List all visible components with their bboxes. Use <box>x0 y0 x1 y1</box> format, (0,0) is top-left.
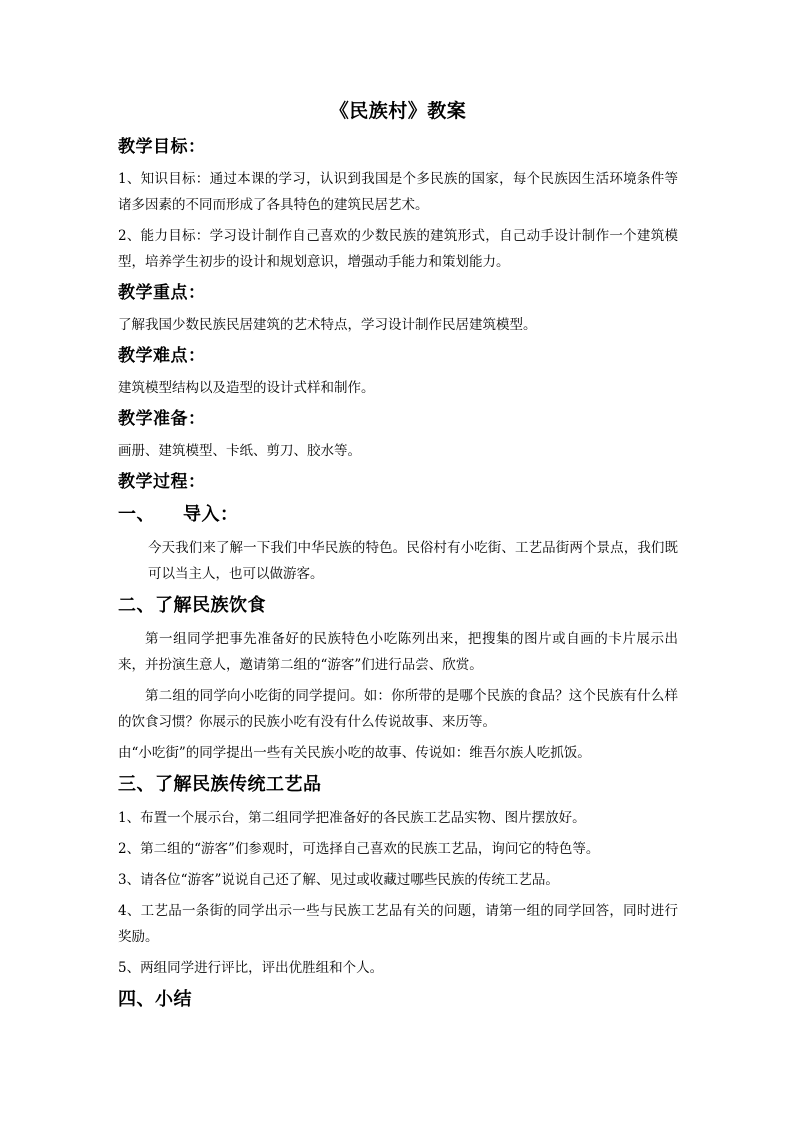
section2-closing: 由“小吃街”的同学提出一些有关民族小吃的故事、传说如：维吾尔族人吃抓饭。 <box>118 745 591 761</box>
document-title: 《民族村》教案 <box>329 100 467 122</box>
process-heading: 教学过程： <box>118 472 206 492</box>
section3-item-3: 3、请各位“游客”说说自己还了解、见过或收藏过哪些民族的传统工艺品。 <box>118 872 559 888</box>
section3-item-2: 2、第二组的“游客”们参观时，可选择自己喜欢的民族工艺品，询问它的特色等。 <box>118 841 600 857</box>
difficulties-text: 建筑模型结构以及造型的设计式样和制作。 <box>118 380 375 396</box>
objectives-heading: 教学目标： <box>118 137 206 157</box>
section2-paragraph-1: 第一组同学把事先准备好的民族特色小吃陈列出来，把搜集的图片或自画的卡片展示出来，并扮演生意人，邀请第二组的“游客”们进行品尝、欣赏。 <box>118 631 678 673</box>
section1-number: 一、 <box>118 504 155 525</box>
section3-item-5: 5、两组同学进行评比，评出优胜组和个人。 <box>118 960 384 976</box>
key-points-text: 了解我国少数民族民居建筑的艺术特点，学习设计制作民居建筑模型。 <box>118 317 537 333</box>
section3-heading: 三、了解民族传统工艺品 <box>118 774 322 795</box>
objective-item-1: 1、知识目标：通过本课的学习，认识到我国是个多民族的国家，每个民族因生活环境条件等诸多因素的不同而形成了各具特色的建筑民居艺术。 <box>118 171 678 213</box>
section1-text: 今天我们来了解一下我们中华民族的特色。民俗村有小吃街、工艺品街两个景点，我们既可以当主人，也可以做游客。 <box>148 540 678 582</box>
section2-heading: 二、了解民族饮食 <box>118 595 266 616</box>
section2-paragraph-2: 第二组的同学向小吃街的同学提问。如：你所带的是哪个民族的食品？这个民族有什么样的饮食习惯？你展示的民族小吃有没有什么传说故事、来历等。 <box>118 688 678 730</box>
preparation-heading: 教学准备： <box>118 409 206 429</box>
objective-item-2: 2、能力目标：学习设计制作自己喜欢的少数民族的建筑形式，自己动手设计制作一个建筑模型，培养学生初步的设计和规划意识，增强动手能力和策划能力。 <box>118 228 678 270</box>
section1-title: 导入： <box>183 504 239 525</box>
preparation-text: 画册、建筑模型、卡纸、剪刀、胶水等。 <box>118 443 361 459</box>
difficulties-heading: 教学难点： <box>118 346 206 366</box>
section3-item-4: 4、工艺品一条街的同学出示一些与民族工艺品有关的问题，请第一组的同学回答，同时进行奖励。 <box>118 903 678 945</box>
document-content <box>118 97 678 1020</box>
section3-item-1: 1、布置一个展示台，第二组同学把准备好的各民族工艺品实物、图片摆放好。 <box>118 810 586 826</box>
key-points-heading: 教学重点： <box>118 283 206 303</box>
section1-heading <box>118 501 678 529</box>
section4-heading: 四、小结 <box>118 989 192 1010</box>
